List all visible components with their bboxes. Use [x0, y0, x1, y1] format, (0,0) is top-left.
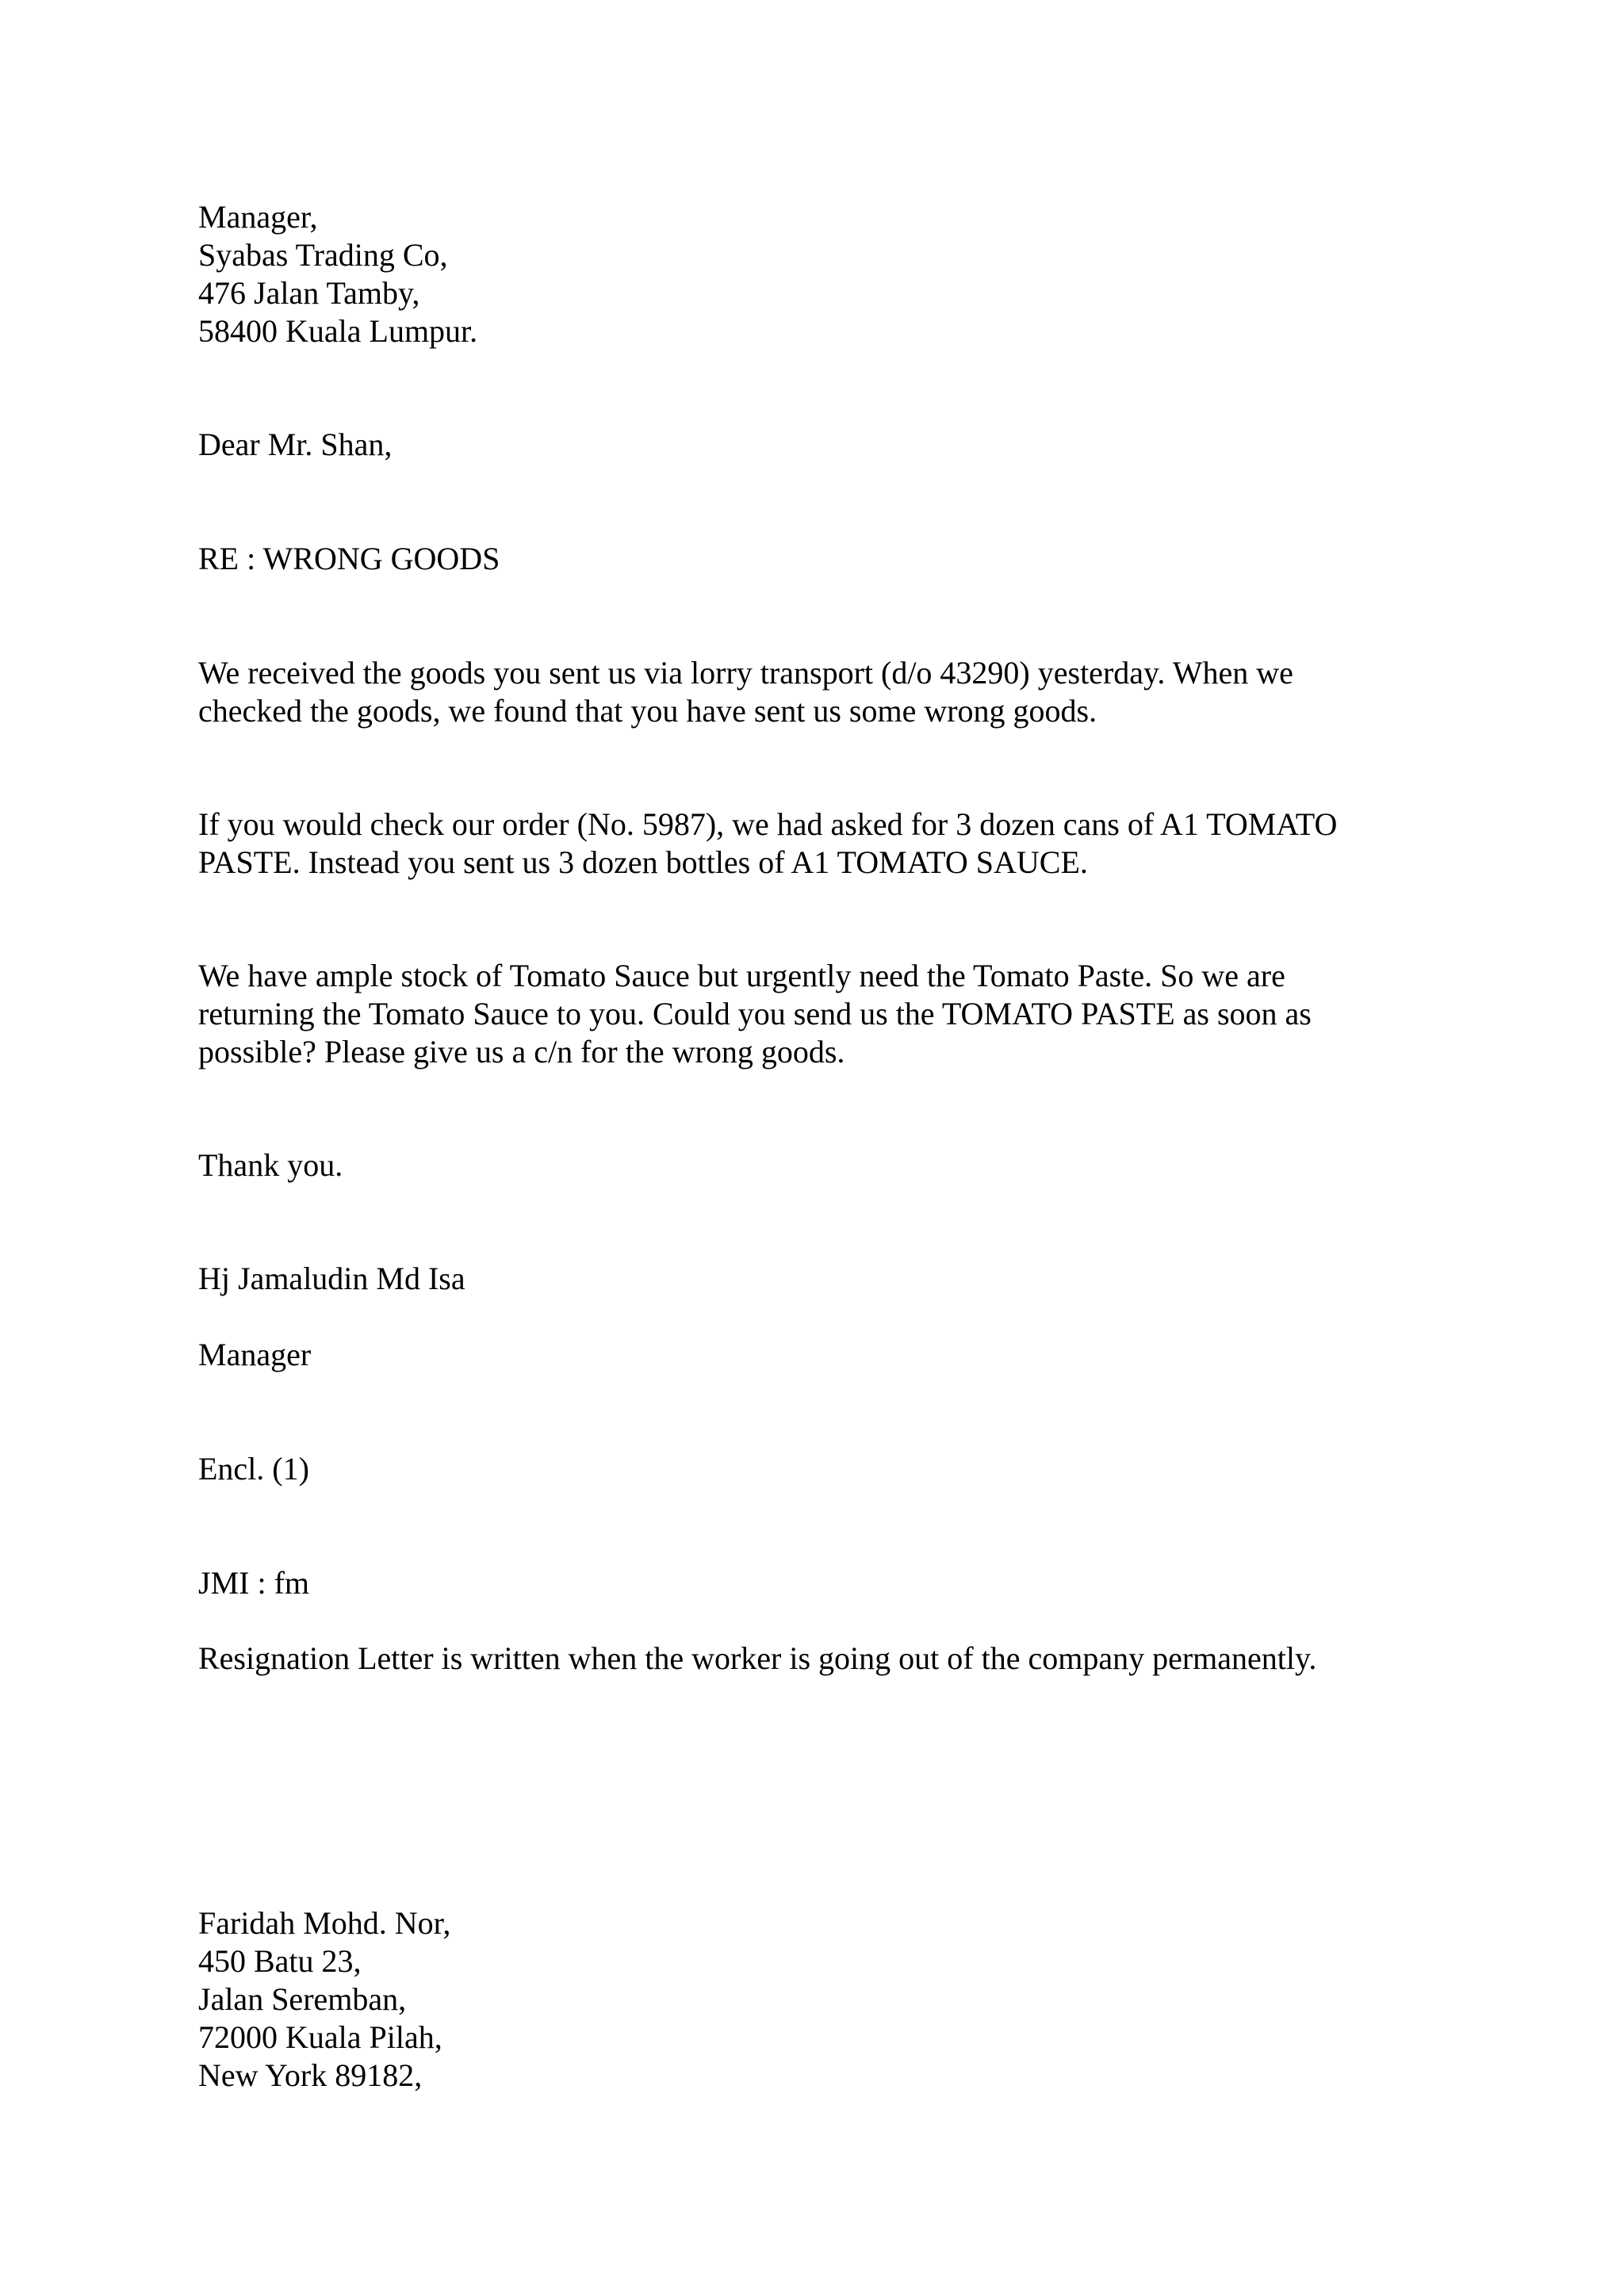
signer-name: Hj Jamaludin Md Isa — [198, 1261, 465, 1296]
reference-initials: JMI : fm — [198, 1565, 309, 1601]
note-text: Resignation Letter is written when the worker is going out of the company permanently. — [198, 1640, 1317, 1676]
sender-line-2: 450 Batu 23, — [198, 1943, 362, 1979]
recipient-line-1: Manager, — [198, 199, 318, 235]
sender-line-4: 72000 Kuala Pilah, — [198, 2019, 442, 2055]
body-p3-line-1: We have ample stock of Tomato Sauce but urgently need the Tomato Paste. So we are — [198, 958, 1285, 993]
enclosure: Encl. (1) — [198, 1451, 309, 1487]
body-p3-line-2: returning the Tomato Sauce to you. Could you send us the TOMATO PASTE as soon as — [198, 996, 1312, 1031]
closing: Thank you. — [198, 1147, 343, 1183]
salutation: Dear Mr. Shan, — [198, 427, 393, 462]
subject-line: RE : WRONG GOODS — [198, 541, 500, 576]
body-p2-line-2: PASTE. Instead you sent us 3 dozen bottles of A1 TOMATO SAUCE. — [198, 844, 1088, 880]
body-p2-line-1: If you would check our order (No. 5987), we had asked for 3 dozen cans of A1 TOMATO — [198, 806, 1338, 842]
sender-line-5: New York 89182, — [198, 2057, 423, 2093]
body-p1-line-1: We received the goods you sent us via lorry transport (d/o 43290) yesterday. When we — [198, 655, 1293, 691]
body-p1-line-2: checked the goods, we found that you have sent us some wrong goods. — [198, 693, 1097, 729]
sender-line-1: Faridah Mohd. Nor, — [198, 1905, 451, 1941]
recipient-line-4: 58400 Kuala Lumpur. — [198, 313, 478, 349]
body-p3-line-3: possible? Please give us a c/n for the wrong goods. — [198, 1034, 845, 1070]
sender-line-3: Jalan Seremban, — [198, 1981, 407, 2017]
recipient-line-3: 476 Jalan Tamby, — [198, 275, 420, 311]
signer-title: Manager — [198, 1337, 312, 1372]
recipient-line-2: Syabas Trading Co, — [198, 237, 448, 273]
